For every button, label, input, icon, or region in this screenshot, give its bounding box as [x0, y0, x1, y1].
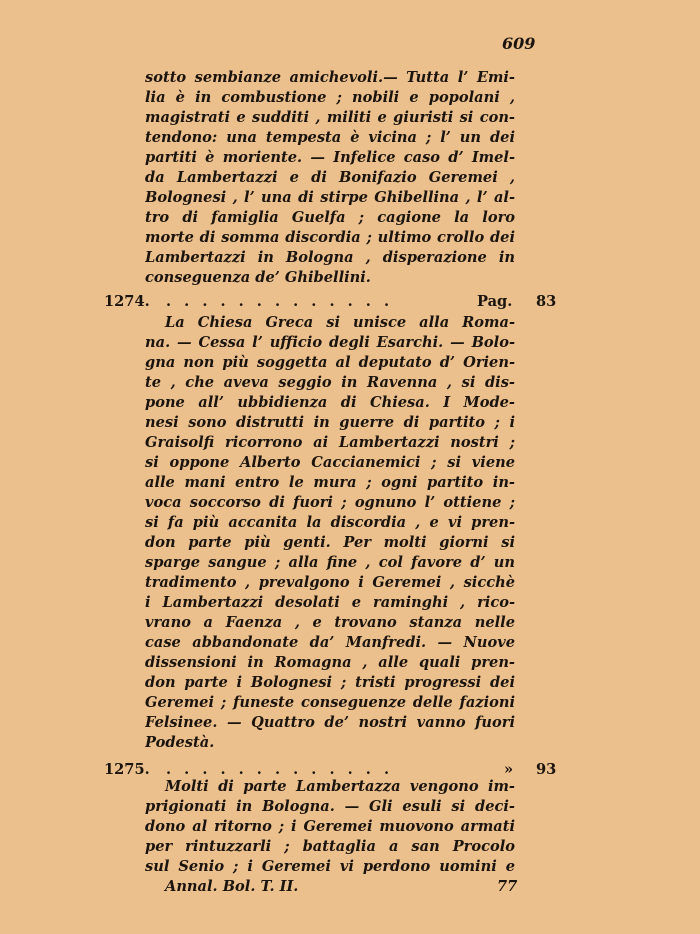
text-line: case abbandonate da’ Manfredi. — Nuove — [145, 634, 515, 651]
page-ref-label: Pag. — [477, 293, 513, 310]
text-line: te , che aveva seggio in Ravenna , si dis- — [145, 374, 515, 391]
text-line: si oppone Alberto Caccianemici ; si viene — [145, 454, 515, 471]
text-line: conseguenza de’ Ghibellini. — [145, 269, 371, 286]
text-line: per rintuzzarli ; battaglia a san Procolo — [145, 838, 515, 855]
signature-mark: Annal. Bol. T. II. — [165, 878, 299, 895]
text-line: tro di famiglia Guelfa ; cagione la loro — [145, 209, 515, 226]
text-line: dissensioni in Romagna , alle quali pren- — [145, 654, 515, 671]
text-line: si fa più accanita la discordia , e vi pren- — [145, 514, 515, 531]
paragraph-continuation — [145, 68, 515, 288]
text-line: sparge sangue ; alla fine , col favore d’ un — [145, 554, 515, 571]
page-number: 609 — [502, 34, 536, 53]
text-line: Podestà. — [145, 734, 215, 751]
page-ref-label: » — [504, 761, 514, 778]
text-line: morte di somma discordia ; ultimo crollo dei — [145, 229, 515, 246]
text-line: don parte più genti. Per molti giorni si — [145, 534, 515, 551]
entry-year: 1275. — [104, 761, 150, 778]
text-line: nesi sono distrutti in guerre di partito ; i — [145, 414, 515, 431]
text-line: La Chiesa Greca si unisce alla Roma- — [165, 314, 515, 331]
text-line: lia è in combustione ; nobili e popolani , — [145, 89, 515, 106]
text-line: magistrati e sudditi , militi e giuristi si con- — [145, 109, 515, 126]
text-line: Bolognesi , l’ una di stirpe Ghibellina , l’ al- — [145, 189, 515, 206]
text-line: gna non più soggetta al deputato d’ Orien- — [145, 354, 515, 371]
text-line: don parte i Bolognesi ; tristi progressi dei — [145, 674, 515, 691]
paragraph-1275 — [145, 777, 515, 877]
text-line: sotto sembianze amichevoli.— Tutta l’ Emi- — [145, 69, 515, 86]
text-line: Lambertazzi in Bologna , disperazione in — [145, 249, 515, 266]
year-entry-1274 — [104, 292, 564, 312]
text-line: pone all’ ubbidienza di Chiesa. I Mode- — [145, 394, 515, 411]
text-line: dono al ritorno ; i Geremei muovono armati — [145, 818, 515, 835]
text-line: alle mani entro le mura ; ogni partito in- — [145, 474, 515, 491]
leader-dots: . . . . . . . . . . . . . — [166, 293, 394, 310]
text-line: Graisolfi ricorrono ai Lambertazzi nostri ; — [145, 434, 515, 451]
text-line: sul Senio ; i Geremei vi perdono uomini e — [145, 858, 515, 875]
text-line: tendono: una tempesta è vicina ; l’ un dei — [145, 129, 515, 146]
text-line: tradimento , prevalgono i Geremei , sicchè — [145, 574, 515, 591]
page-ref-number: 83 — [536, 293, 557, 310]
folio-number: 77 — [497, 878, 518, 895]
text-line: Molti di parte Lambertazza vengono im- — [165, 778, 515, 795]
text-line: partiti è moriente. — Infelice caso d’ Imel- — [145, 149, 515, 166]
entry-year: 1274. — [104, 293, 150, 310]
paragraph-1274 — [145, 313, 515, 753]
text-line: Geremei ; funeste conseguenze delle fazioni — [145, 694, 515, 711]
leader-dots: . . . . . . . . . . . . . — [166, 761, 394, 778]
text-line: vrano a Faenza , e trovano stanza nelle — [145, 614, 515, 631]
page-footer — [165, 876, 518, 898]
text-line: na. — Cessa l’ ufficio degli Esarchi. — Bolo- — [145, 334, 515, 351]
page-ref-number: 93 — [536, 761, 557, 778]
text-line: da Lambertazzi e di Bonifazio Geremei , — [145, 169, 515, 186]
text-line: Felsinee. — Quattro de’ nostri vanno fuori — [145, 714, 515, 731]
text-line: voca soccorso di fuori ; ognuno l’ ottiene ; — [145, 494, 515, 511]
text-line: prigionati in Bologna. — Gli esuli si deci- — [145, 798, 515, 815]
text-line: i Lambertazzi desolati e raminghi , rico- — [145, 594, 515, 611]
